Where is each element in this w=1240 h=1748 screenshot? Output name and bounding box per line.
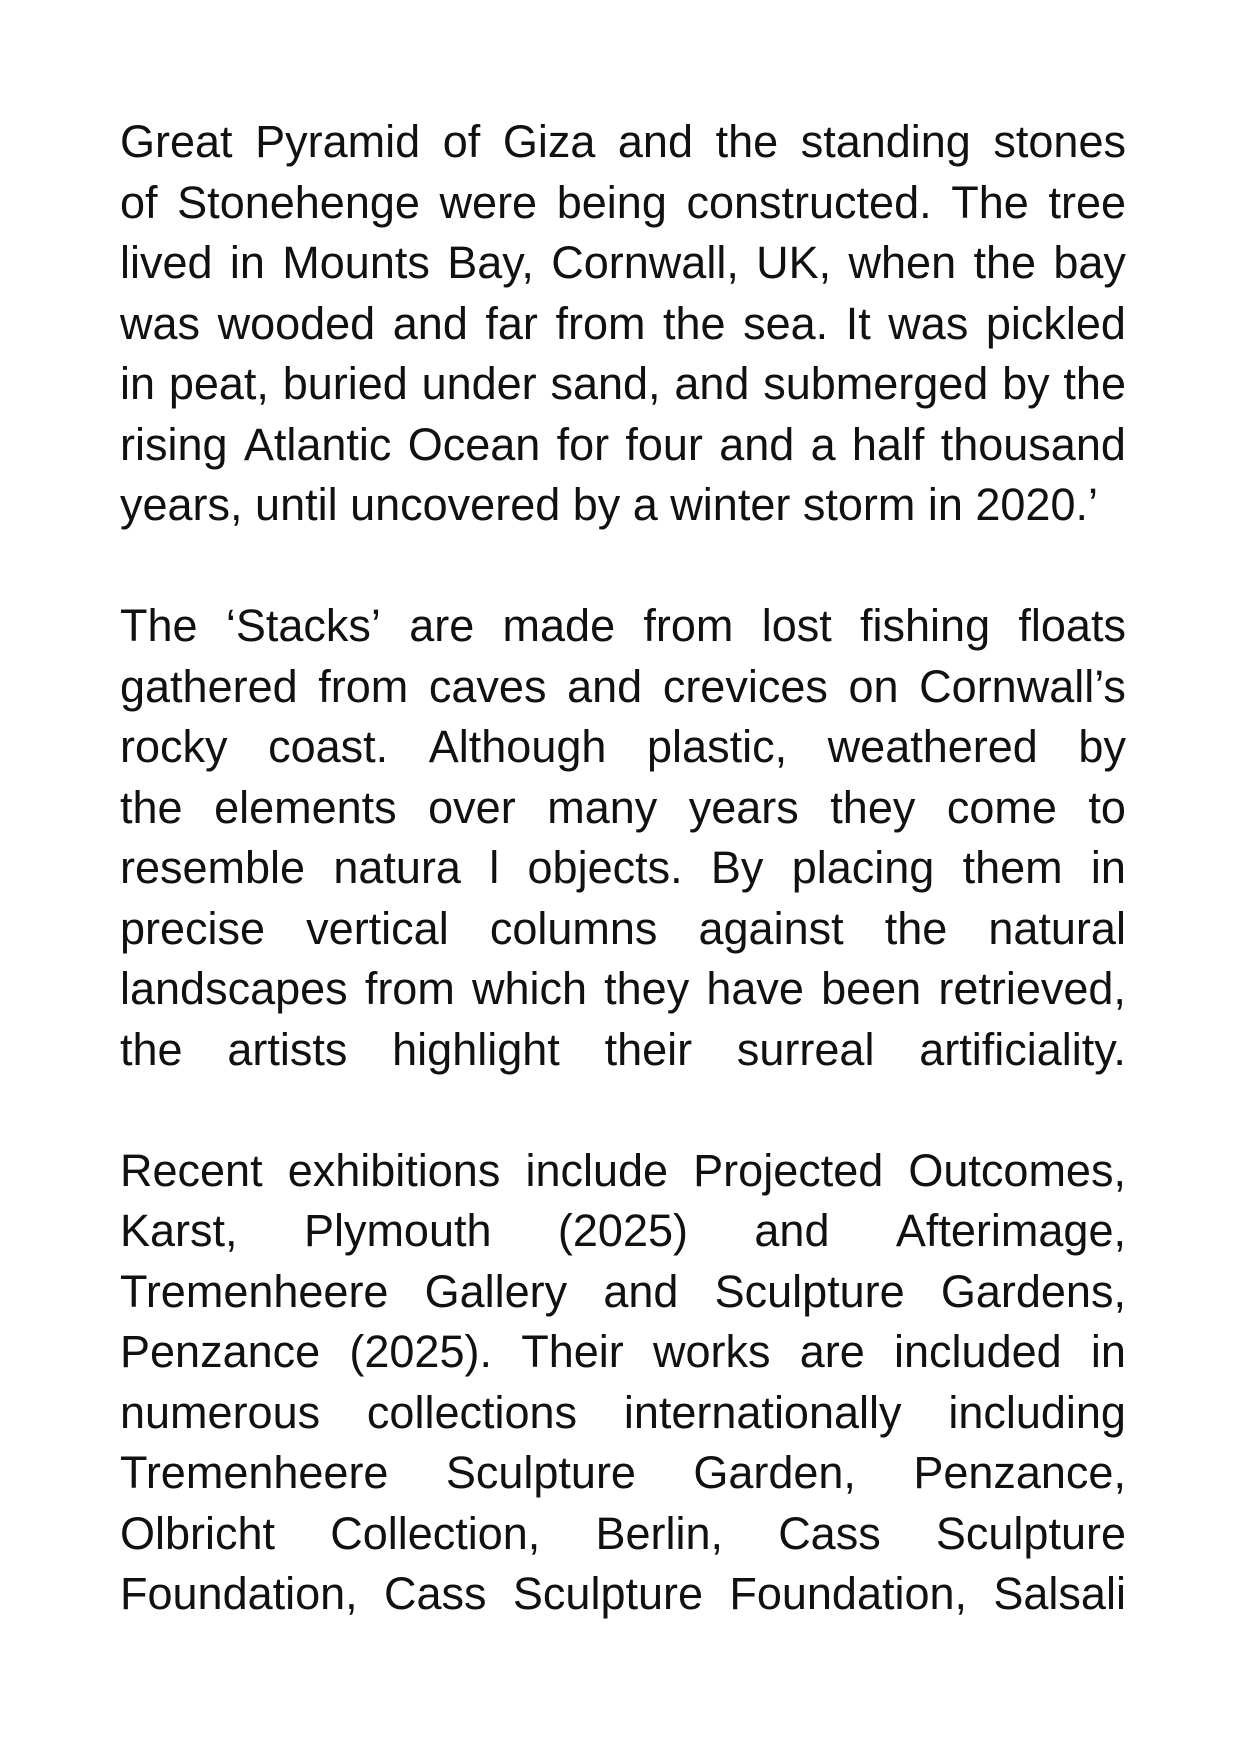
word: Penzance	[120, 1326, 321, 1377]
word: Karst,	[120, 1205, 238, 1256]
word: Cornwall,	[551, 237, 739, 288]
paragraph-stacks-description	[120, 596, 1126, 1080]
word: when	[848, 237, 957, 288]
paragraph-exhibitions	[120, 1141, 1126, 1625]
word: plastic,	[647, 721, 788, 772]
word: Outcomes,	[908, 1144, 1126, 1196]
word: the	[973, 237, 1037, 288]
word: from	[555, 297, 646, 349]
word: half	[851, 418, 925, 470]
text-line	[120, 778, 1126, 839]
word: constructed.	[686, 176, 932, 228]
word: Stonehenge	[177, 176, 420, 228]
word: Pyramid	[255, 116, 421, 167]
word: elements	[214, 781, 397, 833]
text-line	[120, 596, 1126, 657]
word: include	[525, 1144, 669, 1196]
word: landscapes	[120, 963, 348, 1014]
word: four	[625, 418, 703, 470]
word: weathered	[827, 721, 1038, 772]
word: their	[604, 1023, 693, 1075]
word: for	[556, 418, 610, 470]
word: were	[439, 176, 538, 228]
word: from	[318, 660, 409, 712]
text-line	[120, 1020, 1126, 1081]
text-line	[120, 1262, 1126, 1323]
text-line	[120, 294, 1126, 355]
word: (2025).	[349, 1326, 492, 1377]
word: Foundation,	[120, 1568, 358, 1619]
word: over	[428, 781, 516, 833]
word: crevices	[662, 660, 828, 712]
word: standing	[800, 116, 971, 167]
word: artificiality.	[919, 1023, 1126, 1075]
word: on	[848, 660, 899, 712]
word: by	[1078, 721, 1126, 772]
word: internationally	[623, 1386, 902, 1438]
word: Berlin,	[595, 1507, 724, 1559]
text-line	[120, 657, 1126, 718]
word: thousand	[940, 418, 1126, 470]
word: and	[392, 297, 468, 349]
word: in	[229, 237, 265, 288]
word: of	[442, 116, 481, 167]
word: Recent	[120, 1144, 263, 1196]
word: Great	[120, 116, 233, 167]
word: Foundation,	[729, 1568, 968, 1619]
word: Gardens,	[940, 1265, 1126, 1317]
word: By	[710, 842, 764, 893]
paragraph-spacing	[120, 1080, 1126, 1141]
word: Collection,	[330, 1507, 541, 1559]
word: the	[120, 781, 183, 833]
word: and	[754, 1205, 830, 1256]
word: far	[485, 297, 538, 349]
word: Sculpture	[935, 1507, 1126, 1559]
paragraph-spacing	[120, 536, 1126, 597]
word: from	[643, 600, 734, 651]
word: the	[120, 1023, 183, 1075]
word: columns	[489, 902, 658, 954]
word: years	[688, 781, 799, 833]
word: them	[962, 842, 1063, 893]
text-line	[120, 112, 1126, 173]
word: many	[547, 781, 658, 833]
word: in	[120, 358, 156, 409]
word: Sculpture	[512, 1568, 704, 1619]
text-line	[120, 233, 1126, 294]
word: the	[1063, 358, 1126, 409]
word: in	[1090, 842, 1126, 893]
word: Giza	[502, 116, 596, 167]
word: under	[421, 358, 537, 409]
word: being	[556, 176, 667, 228]
word: have	[706, 963, 804, 1014]
word: numerous	[120, 1386, 321, 1438]
word: was	[120, 297, 201, 349]
word: included	[894, 1326, 1062, 1377]
word: and	[719, 418, 795, 470]
word: collections	[366, 1386, 578, 1438]
word: sand,	[550, 358, 661, 409]
word: stones	[993, 116, 1126, 167]
word: UK,	[756, 237, 832, 288]
text-line	[120, 1141, 1126, 1202]
word: Cornwall’s	[919, 660, 1126, 712]
word: including	[948, 1386, 1126, 1438]
word: from	[364, 963, 455, 1014]
word: and	[603, 1265, 679, 1317]
word: gathered	[120, 660, 298, 712]
word: fishing	[860, 600, 991, 651]
word: retrieved,	[938, 963, 1126, 1014]
word: Mounts	[282, 237, 430, 288]
word: in	[1090, 1326, 1126, 1377]
word: which	[471, 963, 588, 1014]
word: floats	[1018, 600, 1126, 651]
paragraph-tree-history	[120, 112, 1126, 536]
word: Gallery	[424, 1265, 568, 1317]
word: the	[884, 902, 948, 954]
word: It	[845, 297, 871, 349]
word: surreal	[736, 1023, 875, 1075]
word: (2025)	[557, 1205, 688, 1256]
word: Salsali	[993, 1568, 1126, 1619]
word: Cass	[778, 1507, 881, 1559]
word: objects.	[527, 842, 683, 893]
word: the	[663, 297, 726, 349]
word: Projected	[693, 1144, 884, 1196]
word: vertical	[306, 902, 449, 954]
document-page	[120, 112, 1126, 1625]
word: and	[617, 116, 693, 167]
word: artists	[227, 1023, 348, 1075]
word: sea.	[743, 297, 829, 349]
text-line	[120, 899, 1126, 960]
word: resemble	[120, 842, 306, 893]
word: Tremenheere	[120, 1265, 389, 1317]
word: was	[888, 297, 969, 349]
word: Although	[428, 721, 607, 772]
word: are	[799, 1326, 865, 1377]
word: bay	[1053, 237, 1126, 288]
word: coast.	[268, 721, 389, 772]
word: Sculpture	[714, 1265, 905, 1317]
word: and	[674, 358, 750, 409]
text-line	[120, 1504, 1126, 1565]
text-line	[120, 1383, 1126, 1444]
word: by	[1002, 358, 1050, 409]
word: peat,	[168, 358, 269, 409]
word: precise	[120, 902, 266, 954]
text-line	[120, 1443, 1126, 1504]
word: ‘Stacks’	[225, 600, 381, 651]
word: and	[567, 660, 643, 712]
word: Plymouth	[303, 1205, 492, 1256]
word: tree	[1048, 176, 1126, 228]
text-line	[120, 1201, 1126, 1262]
text-line	[120, 717, 1126, 778]
word: Olbricht	[120, 1507, 276, 1559]
word: a	[810, 418, 836, 470]
word: the	[715, 116, 779, 167]
text-line	[120, 1322, 1126, 1383]
text-line: years, until uncovered by a winter storm in 2020.’	[120, 479, 1098, 530]
word: The	[951, 176, 1029, 228]
word: Their	[521, 1326, 624, 1377]
text-line	[120, 415, 1126, 476]
word: exhibitions	[287, 1144, 501, 1196]
word: come	[946, 781, 1057, 833]
word: caves	[428, 660, 547, 712]
word: submerged	[763, 358, 989, 409]
word: to	[1088, 781, 1126, 833]
text-line	[120, 959, 1126, 1020]
word: Afterimage,	[895, 1205, 1126, 1256]
word: been	[821, 963, 922, 1014]
text-line	[120, 1564, 1126, 1625]
word: they	[830, 781, 916, 833]
text-line	[120, 354, 1126, 415]
word: Penzance,	[913, 1447, 1126, 1498]
word: lost	[761, 600, 832, 651]
word: Atlantic	[243, 418, 392, 470]
word: placing	[791, 842, 935, 893]
word: Ocean	[407, 418, 541, 470]
word: buried	[282, 358, 408, 409]
word: Cass	[384, 1568, 487, 1619]
word: they	[604, 963, 690, 1014]
word: pickled	[985, 297, 1126, 349]
word: wooded	[217, 297, 376, 349]
word: l	[489, 842, 500, 893]
word: Tremenheere	[120, 1447, 389, 1498]
text-line	[120, 838, 1126, 899]
word: Bay,	[447, 237, 534, 288]
text-line	[120, 173, 1126, 234]
word: Sculpture	[445, 1447, 636, 1498]
word: natural	[988, 902, 1126, 954]
word: highlight	[392, 1023, 560, 1075]
word: made	[502, 600, 616, 651]
word: works	[652, 1326, 771, 1377]
word: of	[120, 176, 158, 228]
word: lived	[120, 237, 213, 288]
word: rising	[120, 418, 228, 470]
word: against	[698, 902, 844, 954]
word: natura	[333, 842, 461, 893]
word: The	[120, 600, 198, 651]
word: are	[409, 600, 475, 651]
word: Garden,	[693, 1447, 856, 1498]
word: rocky	[120, 721, 228, 772]
